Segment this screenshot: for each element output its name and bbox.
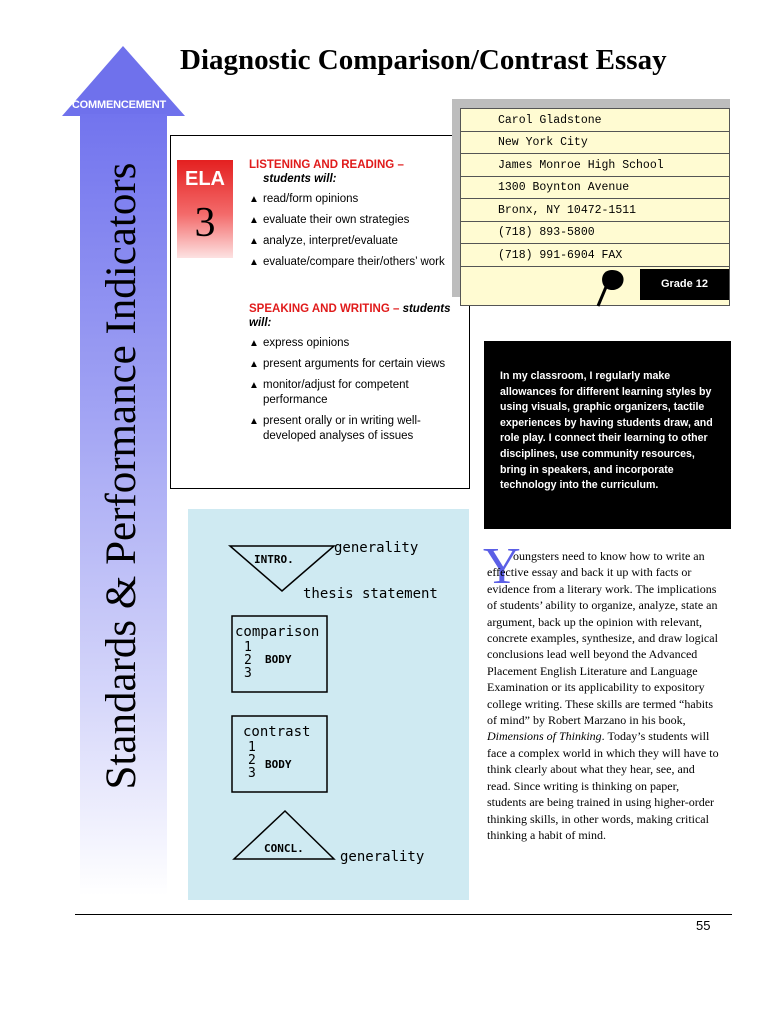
contrast-label: contrast [243,724,311,740]
triangle-bullet-icon: ▲ [249,359,259,370]
contact-city: New York City [460,132,730,154]
concl-label: CONCL. [264,842,304,855]
vertical-title: Standards & Performance Indicators [98,162,145,790]
commencement-label: COMMENCEMENT [71,99,167,111]
list-item: ▲ analyze, interpret/evaluate [249,235,398,247]
contact-school: James Monroe High School [460,155,730,177]
section-heading: SPEAKING AND WRITING – [249,303,400,315]
list-item: ▲ present arguments for certain views [249,358,446,370]
section-subheading: students will: [249,303,451,329]
body-label: BODY [265,653,292,666]
footer-rule [75,914,732,915]
book-title: Dimensions of Thinking [487,729,602,744]
generality-bottom-label: generality [340,849,425,865]
comparison-numbers: 1 2 3 [244,640,252,681]
page-title: Diagnostic Comparison/Contrast Essay [180,44,667,76]
triangle-bullet-icon: ▲ [249,257,259,268]
drop-cap: Y [483,538,521,595]
body-paragraph: oungsters need to know how to write an effective essay and back it up with facts or evidence from a literary work. The implications of students’ ability to organize, analyze, state an argument, back up the opinion with relevant, concrete examples, synthesize, and draw logical conclusions lead well beyond the Advanced Placement English Literature and Language Examination or its applicability to expository college writing. These skills are termed “habits of mind” by Robert Marzano in his book, Dimensions of Thinking. Today’s students will face a complex world in which they will have to think clearly about what they hear, see, and read. Since writing is thinking on paper, students are being trained in using higher-order thinking skills, in other words, making critical thinking a habit of mind. [487,549,719,842]
list-item: ▲ monitor/adjust for competent performance [249,379,409,406]
page-number: 55 [696,918,711,933]
triangle-bullet-icon: ▲ [249,416,259,427]
ela-label: ELA [185,168,225,190]
triangle-bullet-icon: ▲ [249,236,259,247]
contact-phone: (718) 893-5800 [460,222,730,244]
contact-street: 1300 Boynton Avenue [460,177,730,199]
triangle-bullet-icon: ▲ [249,194,259,205]
teacher-quote: In my classroom, I regularly make allowances for different learning styles by using visuals, graphic organizers, tactile experiences by having students draw, and role play. I connect their learning to other disciplines, use community resources, bring in speakers, and incorporate technology into the curriculum. [500,370,713,492]
diagram-shapes [188,509,469,900]
contact-city-zip: Bronx, NY 10472-1511 [460,200,730,222]
contact-name: Carol Gladstone [460,110,730,132]
grade-badge: Grade 12 [640,269,729,300]
generality-top-label: generality [334,540,419,556]
list-item: ▲ read/form opinions [249,193,359,205]
triangle-bullet-icon: ▲ [249,380,259,391]
contact-fax: (718) 991-6904 FAX [460,245,730,267]
triangle-bullet-icon: ▲ [249,215,259,226]
thesis-label: thesis statement [303,586,438,602]
contrast-numbers: 1 2 3 [248,740,256,781]
triangle-bullet-icon: ▲ [249,338,259,349]
list-item: ▲ evaluate their own strategies [249,214,410,226]
list-item: ▲ express opinions [249,337,350,349]
vertical-title-wrap [92,118,152,898]
pushpin-icon [594,268,630,310]
comparison-label: comparison [235,624,320,640]
listening-reading-section [249,158,459,270]
speaking-writing-section [249,302,459,444]
body-label: BODY [265,758,292,771]
list-item: ▲ evaluate/compare their/others’ work [249,256,445,268]
intro-label: INTRO. [254,553,294,566]
section-heading: LISTENING AND READING – [249,159,404,171]
section-subheading: students will: [263,173,337,185]
ela-number: 3 [194,200,216,246]
list-item: ▲ present orally or in writing well-developed analyses of issues [249,415,421,442]
